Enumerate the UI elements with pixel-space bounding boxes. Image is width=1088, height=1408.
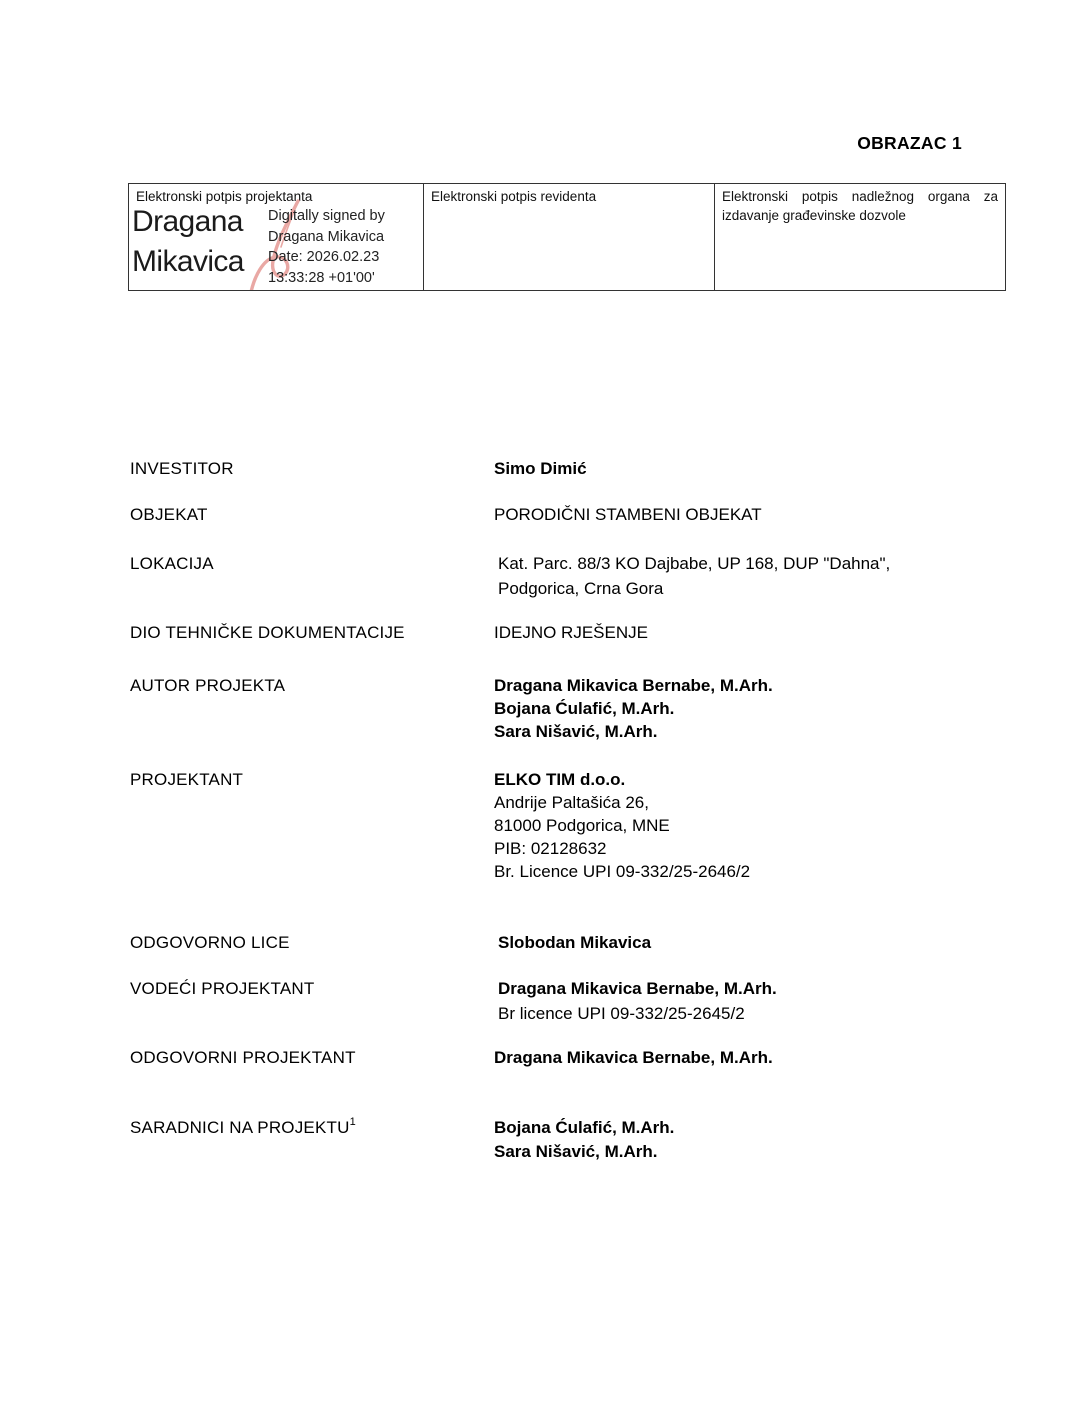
- field-row-projektant: [130, 768, 750, 883]
- field-row-odgovorni-projektant: [130, 1046, 773, 1070]
- field-label: INVESTITOR: [130, 459, 234, 478]
- field-row-investitor: [130, 457, 587, 481]
- field-value: ELKO TIM d.o.o.: [494, 770, 626, 789]
- field-value: Sara Nišavić, M.Arh.: [494, 722, 658, 741]
- field-value: Br licence UPI 09-332/25-2645/2: [498, 1004, 745, 1023]
- field-value: Andrije Paltašića 26,: [494, 793, 649, 812]
- field-value: 81000 Podgorica, MNE: [494, 816, 670, 835]
- field-label-text: SARADNICI NA PROJEKTU: [130, 1118, 350, 1137]
- field-label: AUTOR PROJEKTA: [130, 676, 286, 695]
- signature-cell-projektant: [129, 184, 424, 291]
- digital-signature: [132, 203, 416, 287]
- field-row-autor-projekta: [130, 674, 773, 743]
- field-value: Dragana Mikavica Bernabe, M.Arh.: [498, 979, 777, 998]
- field-row-saradnici-na-projektu: [130, 1116, 674, 1164]
- signature-cell-revident: [424, 184, 715, 291]
- field-row-lokacija: [130, 551, 890, 601]
- field-value: PIB: 02128632: [494, 839, 607, 858]
- signature-details-line: Date: 2026.02.23: [268, 249, 380, 265]
- field-value: Dragana Mikavica Bernabe, M.Arh.: [494, 1048, 773, 1067]
- signature-details-line: 13:33:28 +01'00': [268, 269, 375, 286]
- field-value: Podgorica, Crna Gora: [498, 579, 664, 598]
- field-label: DIO TEHNIČKE DOKUMENTACIJE: [130, 623, 405, 642]
- field-row-odgovorno-lice: [130, 931, 651, 955]
- field-value: PORODIČNI STAMBENI OBJEKAT: [494, 505, 762, 524]
- signature-cell-header-revident: Elektronski potpis revidenta: [431, 189, 597, 204]
- field-value: Simo Dimić: [494, 459, 587, 478]
- field-row-dio-tehnicke-dokumentacije: [130, 621, 648, 645]
- signature-details-line: Digitally signed by: [268, 208, 385, 224]
- field-value: Dragana Mikavica Bernabe, M.Arh.: [494, 676, 773, 695]
- signer-name: [132, 202, 244, 282]
- signer-name-line2: Mikavica: [132, 245, 244, 278]
- field-value: Slobodan Mikavica: [498, 933, 652, 952]
- field-label: LOKACIJA: [130, 554, 214, 573]
- field-row-vodeci-projektant: [130, 976, 777, 1026]
- signature-details: [268, 206, 385, 288]
- field-label: ODGOVORNO LICE: [130, 933, 290, 952]
- signature-details-line: Dragana Mikavica: [268, 228, 385, 245]
- field-row-objekat: [130, 503, 762, 527]
- field-value: IDEJNO RJEŠENJE: [494, 623, 648, 642]
- signature-table: [128, 183, 1006, 291]
- field-label: [130, 1116, 494, 1164]
- footnote-marker: 1: [349, 1116, 356, 1129]
- field-label: VODEĆI PROJEKTANT: [130, 979, 315, 998]
- form-code: OBRAZAC 1: [857, 133, 962, 153]
- signer-name-line1: Dragana: [132, 205, 243, 238]
- field-value: Bojana Ćulafić, M.Arh.: [494, 699, 675, 718]
- field-label: ODGOVORNI PROJEKTANT: [130, 1048, 356, 1067]
- signature-cell-header-projektant: Elektronski potpis projektanta: [136, 189, 313, 204]
- field-value: Br. Licence UPI 09-332/25-2646/2: [494, 862, 751, 881]
- field-value: Sara Nišavić, M.Arh.: [494, 1142, 658, 1161]
- field-value: Bojana Ćulafić, M.Arh.: [494, 1118, 675, 1137]
- signature-cell-header-nadlezni-organ: Elektronski potpis nadležnog organa za izdavanje građevinske dozvole: [722, 189, 998, 223]
- field-label: OBJEKAT: [130, 505, 208, 524]
- field-value: Kat. Parc. 88/3 KO Dajbabe, UP 168, DUP "Dahna",: [498, 554, 891, 573]
- field-label: PROJEKTANT: [130, 770, 244, 789]
- signature-cell-nadlezni-organ: [715, 184, 1006, 291]
